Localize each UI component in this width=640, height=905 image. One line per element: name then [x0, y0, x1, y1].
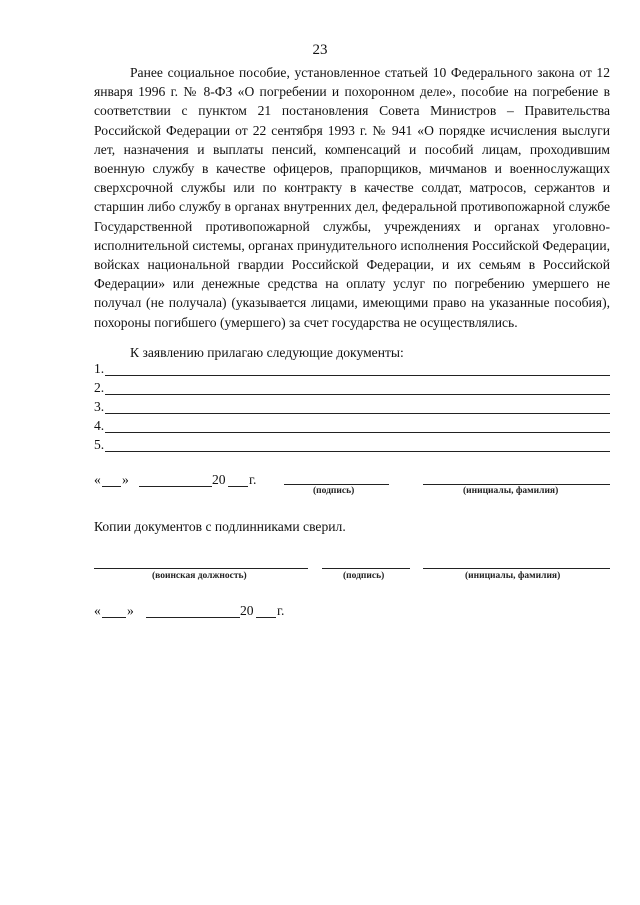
name-line[interactable]	[423, 484, 610, 485]
year-suffix: г.	[249, 472, 257, 487]
attachment-line[interactable]	[105, 451, 610, 452]
signature-line-2[interactable]	[322, 568, 410, 569]
attachment-line[interactable]	[105, 394, 610, 395]
signature-caption: (подпись)	[313, 486, 355, 496]
military-position-line[interactable]	[94, 568, 308, 569]
name-line-2[interactable]	[423, 568, 610, 569]
attachment-number: 2.	[94, 380, 105, 395]
signature-caption-2: (подпись)	[343, 571, 385, 581]
attachment-line[interactable]	[105, 375, 610, 376]
year-prefix: 20	[212, 472, 226, 487]
attachment-number: 4.	[94, 418, 105, 433]
name-caption: (инициалы, фамилия)	[463, 486, 559, 496]
day-field[interactable]	[102, 486, 121, 487]
attachment-row-4[interactable]	[94, 417, 610, 435]
date-open-quote: «	[94, 603, 101, 618]
month-field[interactable]	[146, 617, 240, 618]
signature-line[interactable]	[284, 484, 389, 485]
copies-statement: Копии документов с подлинниками сверил.	[94, 519, 346, 534]
page-number: 23	[312, 42, 328, 58]
year-suffix: г.	[277, 603, 285, 618]
name-caption-2: (инициалы, фамилия)	[465, 571, 561, 581]
attachment-row-2[interactable]	[94, 379, 610, 397]
date-close-quote: »	[127, 603, 134, 618]
attachment-line[interactable]	[105, 432, 610, 433]
attachment-row-5[interactable]	[94, 436, 610, 454]
main-paragraph: Ранее социальное пособие, установленное статьей 10 Федерального закона от 12 января 1996 г. № 8-ФЗ «О погребении и похоронном деле», пособие на погребение в соответствии с пунктом 21 постановления Совета Министров – Правительства Российской Федерации от 22 сентября 1993 г. № 941 «О порядке исчисления выслуги лет, назначения и выплаты пенсий, компенсаций и пособий лицам, проходившим военную службу в качестве офицеров, прапорщиков, мичманов и военнослужащих сверхсрочной службы или по контракту в качестве солдат, матросов, сержантов и старшин либо службу в органах внутренних дел, федеральной противопожарной службе Государственной противопожарной службы, учреждениях и органах уголовно-исполнительной системы, органах принудительного исполнения Российской Федерации, войсках национальной гвардии Российской Федерации, и их семьям в Российской Федерации» или денежные средства на оплату услуг по погребению умершего не получал (не получала) (указывается лицами, имеющими право на указанные пособия), похороны погибшего (умершего) за счет государства не осуществлялись.	[94, 65, 610, 330]
date-close-quote: »	[122, 472, 129, 487]
year-field[interactable]	[256, 617, 276, 618]
attachment-number: 1.	[94, 361, 105, 376]
month-field[interactable]	[139, 486, 212, 487]
year-prefix: 20	[240, 603, 254, 618]
attachment-line[interactable]	[105, 413, 610, 414]
attachment-row-1[interactable]	[94, 360, 610, 378]
military-position-caption: (воинская должность)	[152, 571, 247, 581]
day-field[interactable]	[102, 617, 126, 618]
year-field[interactable]	[228, 486, 248, 487]
attachment-number: 5.	[94, 437, 105, 452]
attachments-intro: К заявлению прилагаю следующие документы:	[130, 345, 404, 360]
attachment-number: 3.	[94, 399, 105, 414]
date-open-quote: «	[94, 472, 101, 487]
attachment-row-3[interactable]	[94, 398, 610, 416]
